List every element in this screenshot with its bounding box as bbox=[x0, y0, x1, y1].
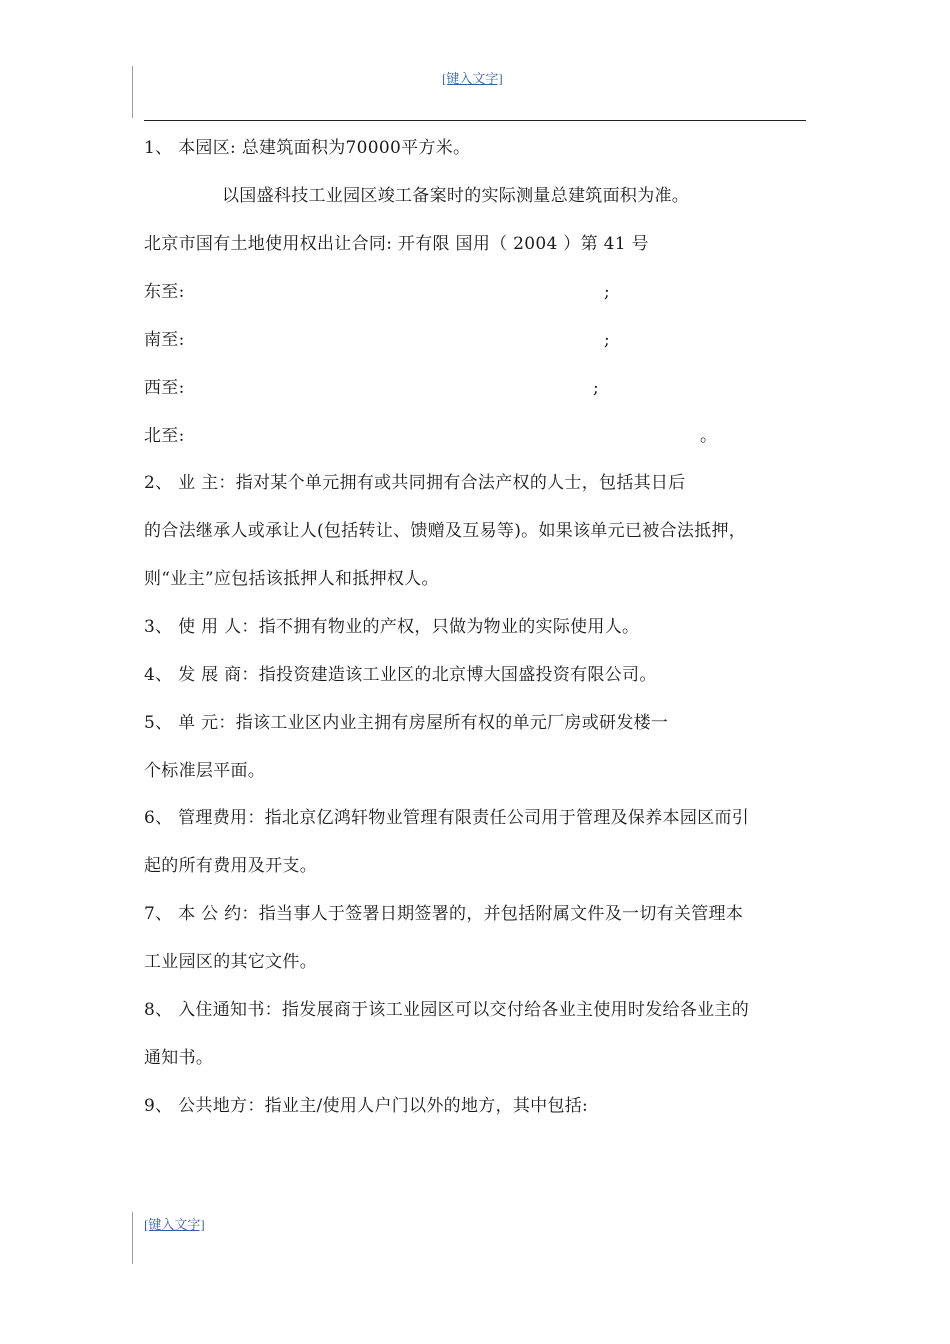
boundary-east-label: 东至: bbox=[144, 282, 185, 302]
header-margin-mark bbox=[132, 66, 133, 118]
clause-3-line-1: 3、 使 用 人：指不拥有物业的产权，只做为物业的实际使用人。 bbox=[144, 617, 640, 637]
header-placeholder[interactable]: [键入文字] bbox=[442, 71, 503, 86]
boundary-south-semicolon: ; bbox=[604, 330, 610, 350]
footer-placeholder[interactable]: [键入文字] bbox=[144, 1217, 205, 1232]
boundary-east-semicolon: ; bbox=[604, 282, 610, 302]
clause-2-line-2: 的合法继承人或承让人(包括转让、馈赠及互易等)。如果该单元已被合法抵押， bbox=[144, 521, 747, 541]
boundary-north-period: 。 bbox=[700, 426, 717, 446]
footer-margin-mark bbox=[132, 1212, 133, 1264]
clause-1-note: 以国盛科技工业园区竣工备案时的实际测量总建筑面积为准。 bbox=[222, 186, 690, 206]
clause-2-line-3: 则“业主”应包括该抵押人和抵押权人。 bbox=[144, 569, 439, 589]
clause-7-line-2: 工业园区的其它文件。 bbox=[144, 952, 317, 972]
clause-5-line-1: 5、 单 元：指该工业区内业主拥有房屋所有权的单元厂房或研发楼一 bbox=[144, 713, 669, 733]
clause-8-line-1: 8、 入住通知书：指发展商于该工业园区可以交付给各业主使用时发给各业主的 bbox=[144, 1000, 750, 1020]
clause-4-line-1: 4、 发 展 商：指投资建造该工业区的北京博大国盛投资有限公司。 bbox=[144, 665, 657, 685]
clause-9-line-1: 9、 公共地方：指业主/使用人户门以外的地方，其中包括: bbox=[144, 1096, 589, 1116]
clause-6-line-2: 起的所有费用及开支。 bbox=[144, 856, 317, 876]
boundary-west-semicolon: ; bbox=[593, 378, 599, 398]
boundary-north-label: 北至: bbox=[144, 426, 185, 446]
land-contract-line: 北京市国有土地使用权出让合同: 开有限 国用（ 2004 ）第 41 号 bbox=[144, 234, 649, 254]
clause-5-line-2: 个标准层平面。 bbox=[144, 761, 266, 781]
boundary-west-label: 西至: bbox=[144, 378, 185, 398]
boundary-south-label: 南至: bbox=[144, 330, 185, 350]
clause-6-line-1: 6、 管理费用：指北京亿鸿轩物业管理有限责任公司用于管理及保养本园区而引 bbox=[144, 808, 750, 828]
clause-7-line-1: 7、 本 公 约：指当事人于签署日期签署的，并包括附属文件及一切有关管理本 bbox=[144, 904, 744, 924]
clause-2-line-1: 2、 业 主：指对某个单元拥有或共同拥有合法产权的人士，包括其日后 bbox=[144, 473, 686, 493]
header-rule bbox=[144, 120, 806, 121]
clause-1-area: 1、 本园区: 总建筑面积为70000平方米。 bbox=[144, 138, 471, 158]
clause-8-line-2: 通知书。 bbox=[144, 1048, 214, 1068]
